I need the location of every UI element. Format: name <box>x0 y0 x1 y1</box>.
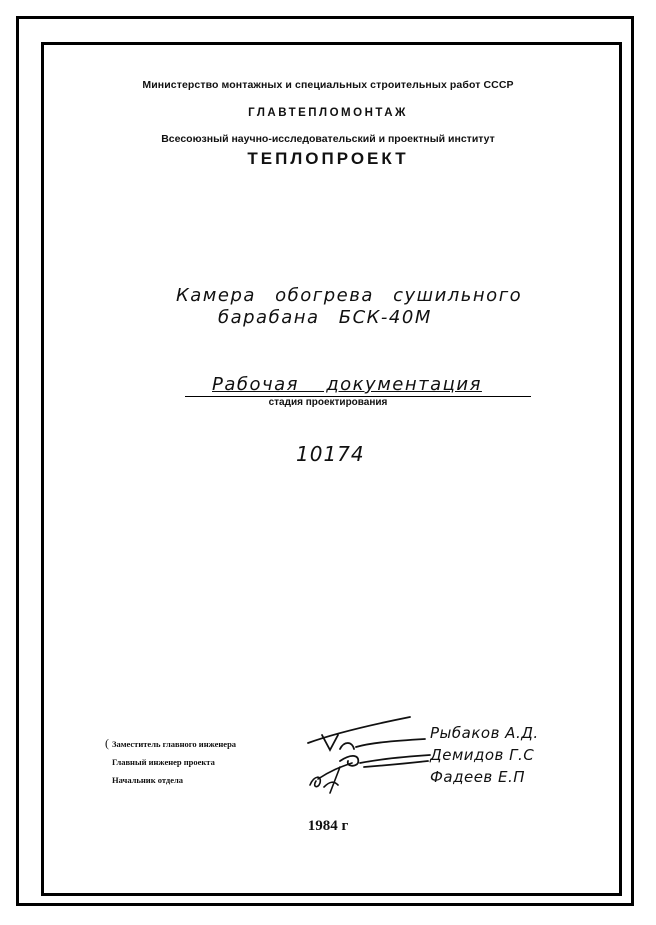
signature-1 <box>308 717 425 750</box>
institute-description: Всесоюзный научно-исследовательский и проектный институт <box>161 133 495 145</box>
signature-3 <box>310 763 352 793</box>
glavk-name: ГЛАВТЕПЛОМОНТАЖ <box>248 107 408 119</box>
documentation-type: Рабочая документация <box>212 374 482 395</box>
ministry-name: Министерство монтажных и специальных строительных работ СССР <box>142 79 514 91</box>
document-year: 1984 г <box>307 818 349 834</box>
approval-roles <box>105 736 237 792</box>
name-deputy-chief-engineer: Рыбаков А.Д. <box>430 724 539 742</box>
role-deputy-chief-engineer: Заместитель главного инженера <box>112 739 237 749</box>
document-title-line-2: барабана БСК-40М <box>218 307 432 328</box>
document-title-line-1: Камера обогрева сушильного <box>176 285 523 306</box>
document-number: 10174 <box>296 442 365 466</box>
role-chief-project-engineer: Главный инженер проекта <box>112 757 215 767</box>
bracket-mark: ( <box>105 736 109 750</box>
role-department-head: Начальник отдела <box>112 775 184 785</box>
name-chief-project-engineer: Демидов Г.С <box>430 746 535 764</box>
handwritten-signatures <box>300 705 440 795</box>
design-stage-label: стадия проектирования <box>268 397 388 408</box>
name-department-head: Фадеев Е.П <box>430 768 526 786</box>
approval-names <box>430 722 539 788</box>
signature-2 <box>340 755 430 767</box>
institute-name: ТЕПЛОПРОЕКТ <box>247 149 409 168</box>
